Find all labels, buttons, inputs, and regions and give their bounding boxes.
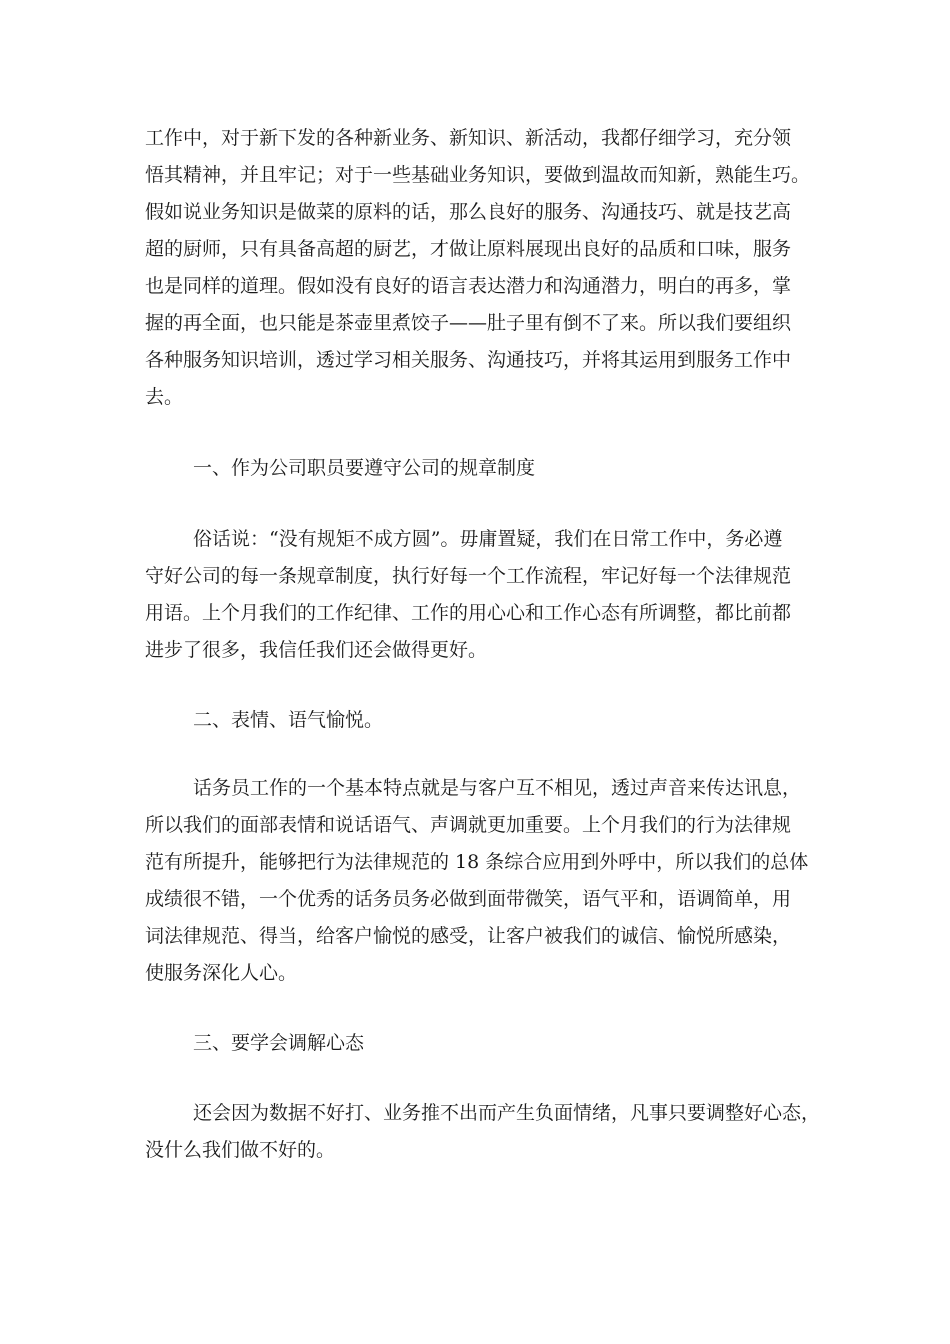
paragraph-2-line-2: 守好公司的每一条规章制度，执行好每一个工作流程，牢记好每一个法律规范 — [145, 565, 792, 587]
paragraph-1-line-6: 握的再全面，也只能是茶壶里煮饺子——肚子里有倒不了来。所以我们要组织 — [145, 312, 792, 334]
paragraph-2-line-1: 俗话说：“没有规矩不成方圆”。毋庸置疑，我们在日常工作中，务必遵 — [193, 528, 783, 550]
section-heading-1: 一、作为公司职员要遵守公司的规章制度 — [193, 457, 536, 479]
paragraph-1-line-2: 悟其精神，并且牢记；对于一些基础业务知识，要做到温故而知新，熟能生巧。 — [145, 164, 811, 186]
paragraph-1-line-8: 去。 — [145, 386, 184, 408]
paragraph-1-line-5: 也是同样的道理。假如没有良好的语言表达潜力和沟通潜力，明白的再多，掌 — [145, 275, 792, 297]
paragraph-1-line-3: 假如说业务知识是做菜的原料的话，那么良好的服务、沟通技巧、就是技艺高 — [145, 201, 792, 223]
paragraph-4-line-2: 没什么我们做不好的。 — [145, 1139, 336, 1161]
paragraph-1-line-7: 各种服务知识培训，透过学习相关服务、沟通技巧，并将其运用到服务工作中 — [145, 349, 792, 371]
paragraph-3-line-3: 范有所提升，能够把行为法律规范的 18 条综合应用到外呼中，所以我们的总体 — [145, 851, 809, 873]
paragraph-2-line-4: 进步了很多，我信任我们还会做得更好。 — [145, 639, 488, 661]
paragraph-3-line-2: 所以我们的面部表情和说话语气、声调就更加重要。上个月我们的行为法律规 — [145, 814, 792, 836]
paragraph-3-line-5: 词法律规范、得当，给客户愉悦的感受，让客户被我们的诚信、愉悦所感染， — [145, 925, 792, 947]
paragraph-2-line-3: 用语。上个月我们的工作纪律、工作的用心心和工作心态有所调整，都比前都 — [145, 602, 792, 624]
paragraph-3-line-4: 成绩很不错，一个优秀的话务员务必做到面带微笑，语气平和，语调简单，用 — [145, 888, 792, 910]
section-heading-3: 三、要学会调解心态 — [193, 1032, 365, 1054]
paragraph-4-line-1: 还会因为数据不好打、业务推不出而产生负面情绪，凡事只要调整好心态， — [193, 1102, 821, 1124]
paragraph-1-line-4: 超的厨师，只有具备高超的厨艺，才做让原料展现出良好的品质和口味，服务 — [145, 238, 792, 260]
paragraph-3-line-6: 使服务深化人心。 — [145, 962, 298, 984]
section-heading-2: 二、表情、语气愉悦。 — [193, 709, 384, 731]
paragraph-1-line-1: 工作中，对于新下发的各种新业务、新知识、新活动，我都仔细学习，充分领 — [145, 127, 792, 149]
paragraph-3-line-1: 话务员工作的一个基本特点就是与客户互不相见，透过声音来传达讯息， — [193, 777, 802, 799]
